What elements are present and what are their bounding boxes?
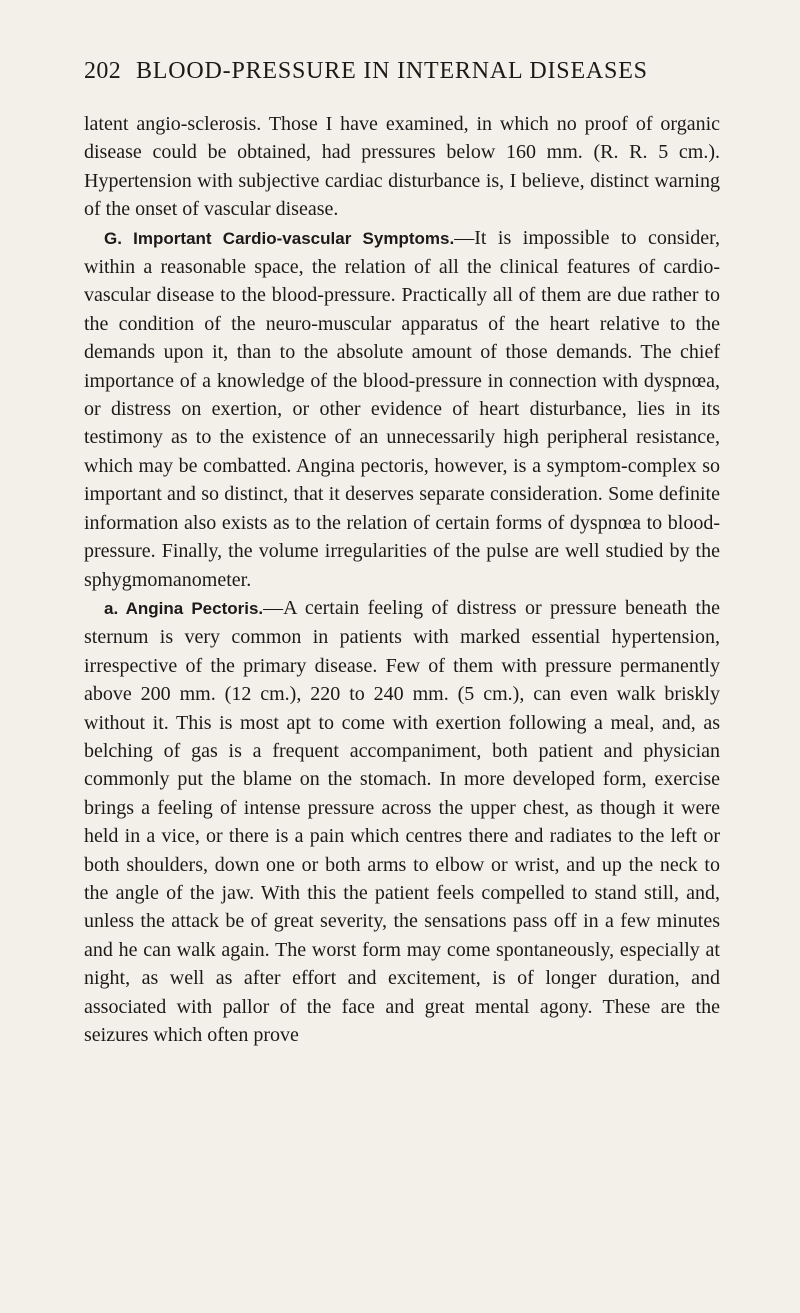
paragraph	[84, 594, 720, 1050]
paragraph-text: —A certain feeling of distress or pressure beneath the sternum is very common in patients with marked essential hypertension, irrespective of the primary disease. Few of them with pressure permanently above 200 mm. (12 cm.), 220 to 240 mm. (5 cm.), can even walk briskly without it. This is most apt to come with exertion following a meal, and, as belching of gas is a frequent accompaniment, both patient and physician commonly put the blame on the stomach. In more developed form, exercise brings a feeling of intense pressure across the upper chest, as though it were held in a vice, or there is a pain which centres there and radiates to the left or both shoulders, down one or both arms to elbow or wrist, and up the neck to the angle of the jaw. With this the patient feels compelled to stand still, and, unless the attack be of great severity, the sensations pass off in a few minutes and he can walk again. The worst form may come spontaneously, especially at night, as well as after effort and excitement, is of longer duration, and associated with pallor of the face and great mental agony. These are the seizures which often prove	[84, 596, 720, 1046]
paragraph	[84, 224, 720, 594]
body-text	[84, 110, 720, 1049]
paragraph-text: —It is impossible to consider, within a reasonable space, the relation of all the clinical features of cardio-vascular disease to the blood-pressure. Practically all of them are due rather to the condition of the neuro-muscular apparatus of the heart relative to the demands upon it, than to the absolute amount of those demands. The chief importance of a knowledge of the blood-pressure in connection with dyspnœa, or distress on exertion, or other evidence of heart disturbance, lies in its testimony as to the existence of an unnecessarily high peripheral resistance, which may be combatted. Angina pectoris, however, is a symptom-complex so important and so distinct, that it deserves separate consideration. Some definite information also exists as to the relation of certain forms of dyspnœa to blood-pressure. Finally, the volume irregularities of the pulse are well studied by the sphygmomanometer.	[84, 226, 720, 591]
paragraph	[84, 110, 720, 224]
section-heading: a. Angina Pectoris.	[104, 598, 264, 618]
section-heading: G. Important Cardio-vascular Symptoms.	[104, 228, 455, 248]
paragraph-text: latent angio-sclerosis. Those I have examined, in which no proof of organic disease could be obtained, had pressures below 160 mm. (R. R. 5 cm.). Hypertension with subjective cardiac disturbance is, I believe, distinct warning of the onset of vascular disease.	[84, 113, 720, 221]
running-head: BLOOD-PRESSURE IN INTERNAL DISEASES	[136, 58, 648, 84]
page-number: 202	[84, 58, 122, 84]
page-header	[84, 58, 720, 85]
